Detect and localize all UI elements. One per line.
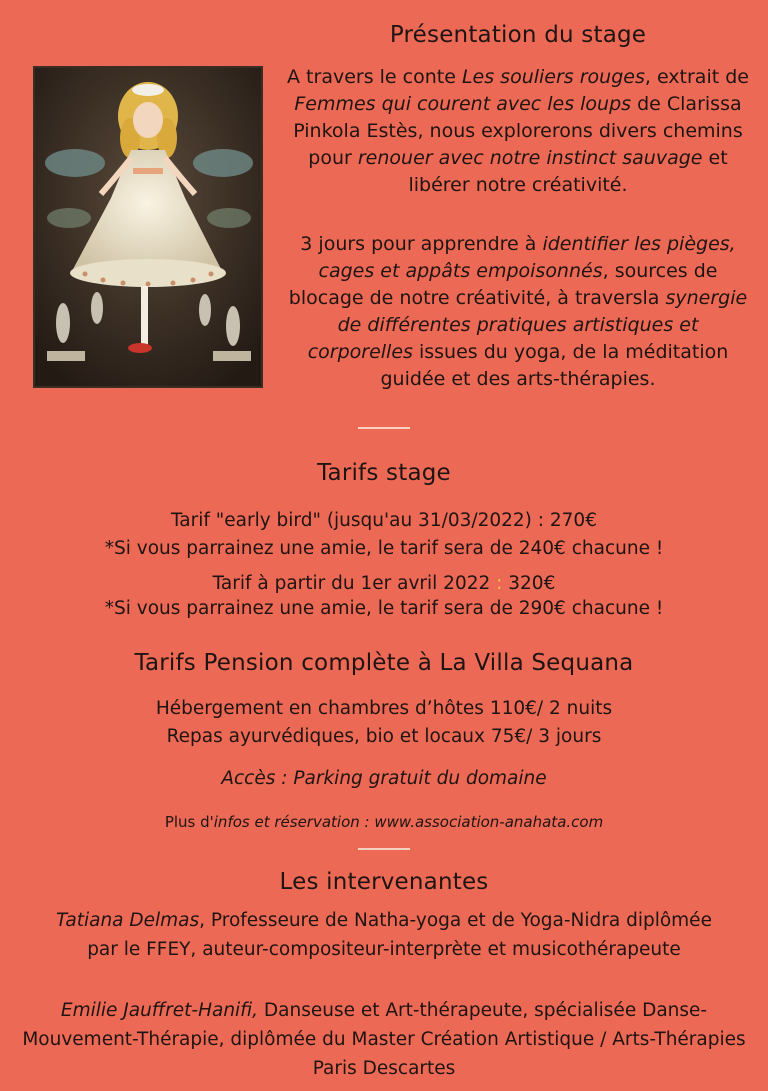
red-shoes-illustration (33, 66, 263, 388)
early-bird-price: Tarif "early bird" (jusqu'au 31/03/2022) : 270€ (171, 510, 597, 531)
intervenantes-heading: Les intervenantes (279, 869, 489, 895)
booking-info: Plus d'infos et réservation : www.association-anahata.com (164, 813, 604, 831)
early-bird-note: *Si vous parrainez une amie, le tarif sera de 240€ chacune ! (104, 538, 664, 559)
regular-price: Tarif à partir du 1er avril 2022 : 320€ (212, 573, 556, 594)
presentation-paragraph-1: A travers le conte Les souliers rouges, extrait de Femmes qui courent avec les loups de Clarissa Pinkola Estès, nous explorerons divers chemins pour renouer avec notre instinct sauvage et libérer notre créativité. (287, 66, 749, 196)
speaker-emilie: Emilie Jauffret-Hanifi, Danseuse et Art-thérapeute, spécialisée Danse-Mouvement-Thérapie, diplômée du Master Création Artistique / Arts-Thérapies Paris Descartes (22, 1000, 746, 1079)
access-info: Accès : Parking gratuit du domaine (221, 768, 547, 789)
regular-note: *Si vous parrainez une amie, le tarif sera de 290€ chacune ! (104, 598, 664, 619)
divider (358, 848, 410, 850)
presentation-paragraph-2: 3 jours pour apprendre à identifier les pièges, cages et appâts empoisonnés, sources de blocage de notre créativité, à traversla synergie de différentes pratiques artistiques et corporelles issues du yoga, de la méditation guidée et des arts-thérapies. (288, 233, 748, 390)
tarifs-stage-heading: Tarifs stage (317, 460, 451, 486)
divider (358, 427, 410, 429)
pension-heading: Tarifs Pension complète à La Villa Sequana (134, 650, 634, 676)
pension-lodging: Hébergement en chambres d’hôtes 110€/ 2 nuits (155, 698, 613, 719)
pension-meals: Repas ayurvédiques, bio et locaux 75€/ 3 jours (166, 726, 602, 747)
presentation-heading: Présentation du stage (389, 22, 647, 48)
website-link[interactable]: infos et réservation : www.association-anahata.com (213, 813, 604, 831)
speaker-tatiana: Tatiana Delmas, Professeure de Natha-yoga et de Yoga-Nidra diplômée par le FFEY, auteur-compositeur-interprète et musicothérapeute (56, 910, 712, 960)
